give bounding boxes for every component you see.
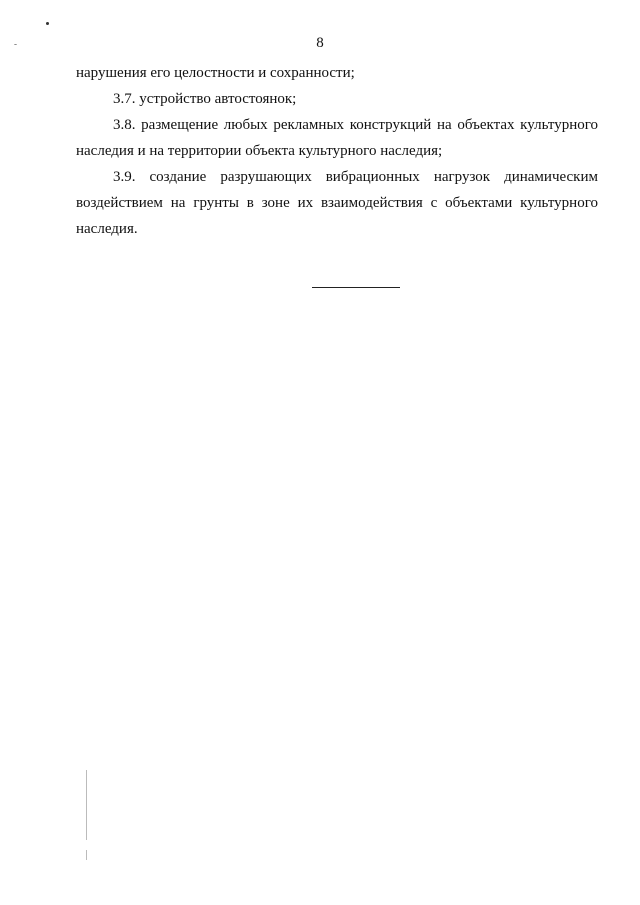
scan-margin-mark — [86, 850, 87, 860]
scan-margin-mark — [86, 770, 87, 840]
paragraph-item-3-9: 3.9. создание разрушающих вибрационных нагрузок динамическим воздействием на грунты в зоне их взаимодействия с объектами культурного наследия. — [76, 169, 598, 237]
paragraph-item-3-7: 3.7. устройство автостоянок; — [113, 91, 297, 107]
end-separator-line — [312, 287, 400, 288]
body-text — [76, 60, 598, 242]
page-number: 8 — [316, 35, 324, 51]
scan-speck — [46, 22, 49, 25]
paragraph-continuation: нарушения его целостности и сохранности; — [76, 65, 355, 81]
paragraph-item-3-8: 3.8. размещение любых рекламных конструкций на объектах культурного наследия и на территории объекта культурного наследия; — [76, 117, 598, 159]
